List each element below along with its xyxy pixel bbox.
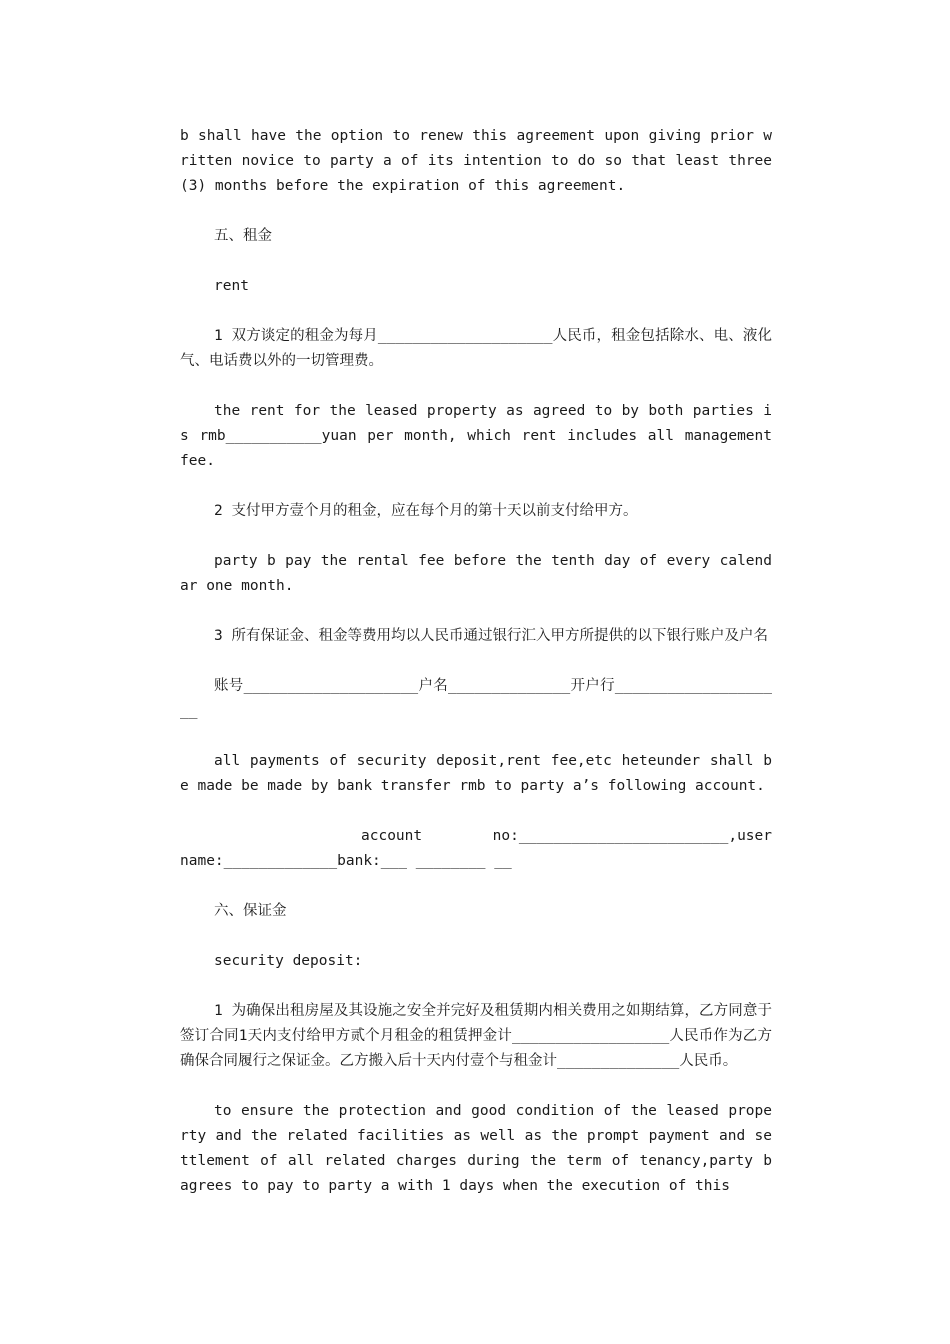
deposit-item1-cn: 1 为确保出租房屋及其设施之安全并完好及租赁期内相关费用之如期结算，乙方同意于签订合同1天内支付给甲方贰个月租金的租赁押金计__________________人民币作为乙方确保合同履行之保证金。乙方搬入后十天内付壹个与租金计______________人民币。 — [180, 1003, 772, 1069]
deposit-item1-en: to ensure the protection and good condition of the leased property and the related facilities as well as the prompt payment and settlement of all related charges during the term of tenancy,party b agrees to pay to party a with 1 days when the execution of this — [180, 1103, 781, 1194]
account-no-field: no:________________________,user — [492, 828, 772, 844]
section5-heading-en: rent — [214, 278, 249, 294]
section5-heading-cn: 五、租金 — [214, 228, 272, 244]
section6-heading-cn: 六、保证金 — [214, 903, 287, 919]
rent-item3-cn: 3 所有保证金、租金等费用均以人民币通过银行汇入甲方所提供的以下银行账户及户名 — [214, 628, 768, 644]
renew-clause-en: b shall have the option to renew this agreement upon giving prior written novice to party a of its intention to do so that least three(3) months before the expiration of this agreement. — [180, 128, 772, 194]
rent-item1-cn: 1 双方谈定的租金为每月____________________人民币，租金包括除水、电、液化气、电话费以外的一切管理费。 — [180, 328, 772, 369]
section6-heading-en: security deposit: — [214, 953, 363, 969]
account-label: account — [361, 828, 423, 844]
account-line-1 — [180, 824, 772, 849]
rent-item3-en: all payments of security deposit,rent fee,etc heteunder shall be made be made by bank transfer rmb to party a’s following account. — [180, 753, 772, 794]
account-line-2: name:_____________bank:___ ________ __ — [180, 853, 512, 869]
document-page — [180, 124, 781, 1224]
rent-item2-en: party b pay the rental fee before the tenth day of every calendar one month. — [180, 553, 772, 594]
bank-fields-cn: 账号____________________户名______________开户行____________________ — [180, 678, 772, 719]
rent-item1-en: the rent for the leased property as agreed to by both parties is rmb___________yuan per month, which rent includes all management fee. — [180, 403, 781, 469]
account-lines-en — [180, 824, 772, 874]
rent-item2-cn: 2 支付甲方壹个月的租金，应在每个月的第十天以前支付给甲方。 — [214, 503, 638, 519]
